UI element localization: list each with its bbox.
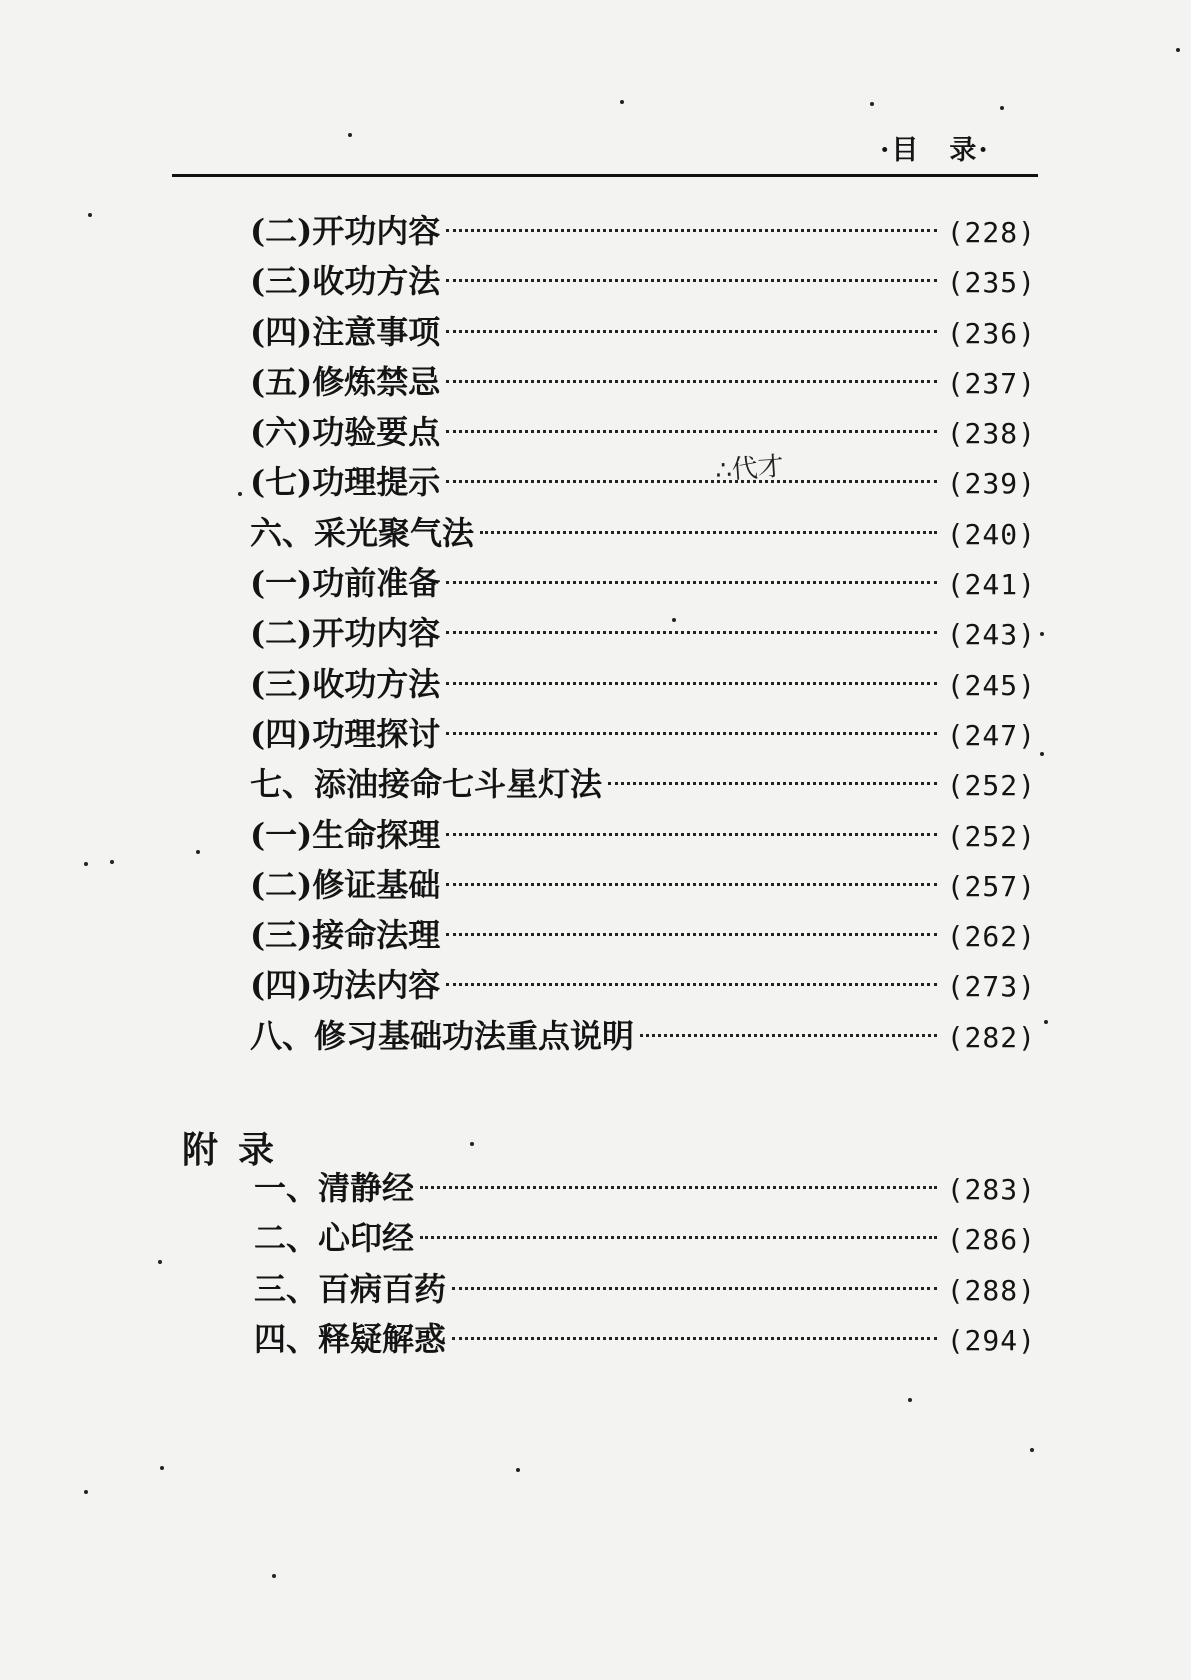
toc-entry bbox=[250, 558, 1036, 608]
dot-leader bbox=[446, 581, 936, 584]
toc-entry-title: (二)修证基础 bbox=[250, 865, 441, 904]
dot-leader bbox=[446, 682, 936, 685]
toc-entry bbox=[250, 810, 1036, 860]
dot-leader bbox=[452, 1337, 937, 1340]
toc-entry-page: (235) bbox=[946, 266, 1036, 300]
scan-speck bbox=[158, 1260, 162, 1264]
toc-entry-title: (五)修炼禁忌 bbox=[250, 362, 441, 401]
toc-entry-page: (245) bbox=[946, 668, 1036, 702]
appendix-entry-page: (288) bbox=[946, 1273, 1036, 1307]
toc-entry-page: (257) bbox=[946, 869, 1036, 903]
toc-entry-page: (262) bbox=[946, 920, 1036, 954]
scan-speck bbox=[238, 492, 242, 496]
scan-speck bbox=[672, 618, 676, 622]
appendix-entry-page: (294) bbox=[946, 1323, 1036, 1357]
toc-entry-title: (七)功理提示 bbox=[250, 463, 441, 502]
toc-entry bbox=[250, 860, 1036, 910]
toc-entry-page: (243) bbox=[946, 618, 1036, 652]
toc-entry-title: (一)功前准备 bbox=[250, 564, 441, 603]
appendix-entry-title: 四、释疑解惑 bbox=[254, 1319, 447, 1358]
dot-leader bbox=[446, 933, 936, 936]
appendix-entry bbox=[254, 1264, 1036, 1314]
running-head: ·目 录· bbox=[880, 135, 990, 166]
dot-leader bbox=[608, 782, 937, 785]
toc-entry-title: (二)开功内容 bbox=[250, 212, 441, 250]
toc-entry bbox=[250, 1011, 1036, 1061]
dot-leader bbox=[446, 279, 936, 282]
scan-speck bbox=[908, 1398, 912, 1402]
scan-speck bbox=[1030, 1448, 1034, 1452]
toc-entry bbox=[250, 256, 1036, 306]
appendix-entry bbox=[254, 1163, 1036, 1213]
scan-speck bbox=[470, 1142, 474, 1146]
dot-leader bbox=[420, 1186, 937, 1189]
scan-speck bbox=[196, 850, 200, 854]
toc-entry-title: (三)收功方法 bbox=[250, 262, 441, 301]
dot-leader bbox=[446, 732, 936, 735]
toc-entry bbox=[250, 206, 1036, 256]
dot-leader bbox=[446, 833, 936, 836]
appendix-entry-title: 二、心印经 bbox=[254, 1219, 415, 1258]
toc-entry-title: (三)收功方法 bbox=[250, 664, 441, 703]
toc-entry-page: (239) bbox=[946, 467, 1036, 501]
header-rule bbox=[172, 174, 1038, 177]
scan-speck bbox=[1040, 632, 1044, 636]
scan-speck bbox=[1044, 1020, 1048, 1024]
toc-entry bbox=[250, 659, 1036, 709]
scan-speck bbox=[160, 1466, 164, 1470]
dot-leader bbox=[446, 883, 936, 886]
scan-speck bbox=[84, 862, 88, 866]
toc-entry bbox=[250, 357, 1036, 407]
toc-entry bbox=[250, 608, 1036, 658]
scan-speck bbox=[1000, 106, 1004, 110]
handwritten-annotation: ∴代才 bbox=[714, 451, 785, 487]
appendix-contents bbox=[254, 1163, 1036, 1364]
toc-entry-page: (240) bbox=[946, 517, 1036, 551]
table-of-contents bbox=[250, 206, 1036, 1061]
toc-entry bbox=[250, 457, 1036, 507]
toc-entry-page: (247) bbox=[946, 718, 1036, 752]
toc-entry-title: (三)接命法理 bbox=[250, 916, 441, 955]
dot-leader bbox=[446, 229, 936, 232]
appendix-heading: 附录 bbox=[182, 1129, 295, 1171]
toc-entry-page: (282) bbox=[946, 1020, 1036, 1054]
toc-entry-title: (二)开功内容 bbox=[250, 614, 441, 653]
dot-leader bbox=[446, 983, 936, 986]
toc-entry bbox=[250, 407, 1036, 457]
toc-entry bbox=[250, 910, 1036, 960]
toc-entry-page: (252) bbox=[946, 819, 1036, 853]
scan-speck bbox=[88, 213, 92, 217]
appendix-entry-page: (283) bbox=[946, 1173, 1036, 1206]
toc-entry-title: 六、采光聚气法 bbox=[250, 513, 475, 552]
dot-leader bbox=[446, 430, 936, 433]
dot-leader bbox=[446, 480, 936, 483]
appendix-entry bbox=[254, 1213, 1036, 1263]
dot-leader bbox=[420, 1236, 937, 1239]
toc-entry bbox=[250, 960, 1036, 1010]
toc-entry-title: (一)生命探理 bbox=[250, 815, 441, 854]
dot-leader bbox=[452, 1287, 937, 1290]
dot-leader bbox=[446, 380, 936, 383]
toc-entry-page: (236) bbox=[946, 316, 1036, 350]
appendix-entry-page: (286) bbox=[946, 1223, 1036, 1257]
scan-speck bbox=[110, 860, 114, 864]
scan-speck bbox=[348, 133, 352, 137]
dot-leader bbox=[446, 631, 936, 634]
toc-entry-title: (四)功理探讨 bbox=[250, 714, 441, 753]
toc-entry-title: 七、添油接命七斗星灯法 bbox=[250, 765, 603, 804]
appendix-entry-title: 三、百病百药 bbox=[254, 1269, 447, 1308]
scan-speck bbox=[620, 100, 624, 104]
toc-entry bbox=[250, 709, 1036, 759]
toc-entry bbox=[250, 759, 1036, 809]
toc-entry-title: 八、修习基础功法重点说明 bbox=[250, 1016, 635, 1055]
toc-entry-page: (273) bbox=[946, 970, 1036, 1004]
toc-entry-title: (四)功法内容 bbox=[250, 966, 441, 1005]
toc-entry-title: (四)注意事项 bbox=[250, 312, 441, 351]
dot-leader bbox=[480, 531, 937, 534]
toc-entry-title: (六)功验要点 bbox=[250, 413, 441, 452]
toc-entry bbox=[250, 508, 1036, 558]
scan-speck bbox=[516, 1468, 520, 1472]
scan-speck bbox=[1040, 752, 1044, 756]
toc-entry-page: (237) bbox=[946, 366, 1036, 400]
toc-entry-page: (238) bbox=[946, 417, 1036, 451]
toc-entry-page: (228) bbox=[946, 216, 1036, 249]
scan-speck bbox=[272, 1574, 276, 1578]
dot-leader bbox=[640, 1034, 937, 1037]
scan-speck bbox=[870, 102, 874, 106]
toc-entry-page: (252) bbox=[946, 769, 1036, 803]
toc-entry bbox=[250, 307, 1036, 357]
toc-entry-page: (241) bbox=[946, 568, 1036, 602]
scan-speck bbox=[1176, 48, 1180, 52]
dot-leader bbox=[446, 330, 936, 333]
appendix-entry bbox=[254, 1314, 1036, 1364]
appendix-entry-title: 一、清静经 bbox=[254, 1169, 415, 1207]
scan-speck bbox=[84, 1490, 88, 1494]
